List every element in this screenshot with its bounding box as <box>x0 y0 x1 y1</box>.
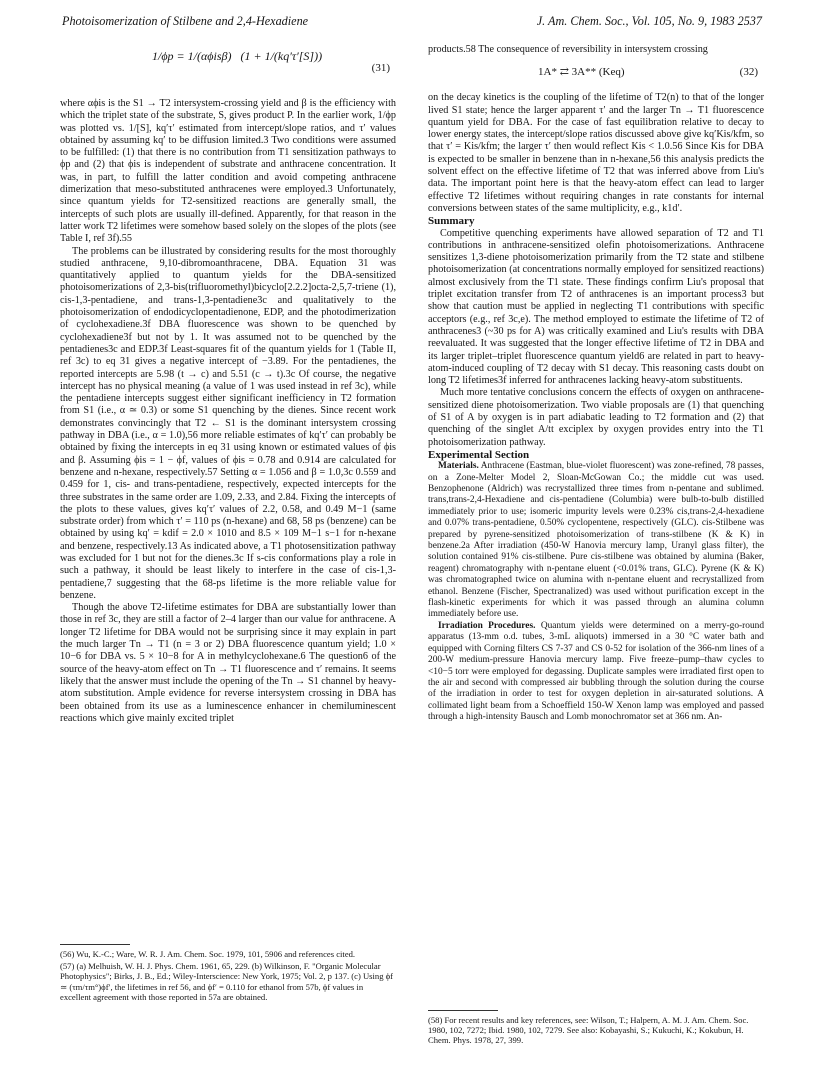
footnote-rule <box>428 1010 498 1011</box>
irradiation-label: Irradiation Procedures. <box>438 620 536 631</box>
footnotes-left <box>60 934 396 1004</box>
right-column <box>428 44 764 724</box>
materials-text: Anthracene (Eastman, blue-violet fluorescent) was zone-refined, 78 passes, on a Zone-Melter Model 2, Sloan-McGowan Co.; the middle cut was used. Benzophenone (Aldrich) was recrystallized three times from n-pentane and sublimed. trans,trans-2,4-Hexadiene and cis-pentadiene (Columbia) were bulb-to-bulb distilled immediately prior to use; isomeric impurity levels were 0.23% cis,trans-2,4-hexadiene and 0.07% trans-pentadiene, 0.50% cyclopentene, respectively (GLC). cis-Stilbene was prepared by pyrene-sensitized photoisomerization of trans-stilbene (K & K) in benzene.2a After irradiation (450-W Hanovia mercury lamp, Uranyl glass filter), the solution contained 91% cis-stilbene. Pure cis-stilbene was obtained by alumina (Baker, reagent) chromatography with n-pentane eluent (<0.01% trans, GLC). Pyrene (K & K) was chromatographed twice on alumina with n-pentane eluent and recrystallized from ethanol. Benzene (Fischer, Spectranalized) was used without purification except in the flash-kinetic experiments for which it was passed through an alumina column immediately before use. <box>428 461 765 620</box>
body-paragraph: where αϕis is the S1 → T2 intersystem-crossing yield and β is the efficiency with which the triplet state of the substrate, S, gives product P. In the earlier work, 1/ϕp was plotted vs. 1/[S], kq′τ′ estimated from intercept/slope ratios, and τ′ values obtained by assuming kq′ to be diffusion limited.3 Two conditions were assumed to be fulfilled: (1) that there is no contribution from T1 sensitization pathways to ϕp and (2) that ϕis is independent of substrate and anthracene concentration. It was, in part, to fulfill the latter condition and avoid competing anthracene dimerization that meso-substituted anthracenes were employed.3 Unfortunately, since quantum yields for T2-sensitized reactions are generally small, the intercepts of such plots are usually ill-defined. Apparently, for that reason in the latter work T2 lifetimes were somehow based solely on the slopes of the plots (see Table I, ref 3f).55 <box>60 98 396 245</box>
equation-32 <box>428 60 764 88</box>
journal-reference: J. Am. Chem. Soc., Vol. 105, No. 9, 1983 2537 <box>536 14 762 28</box>
footnote-rule <box>60 944 130 945</box>
footnotes-right <box>428 1000 764 1048</box>
materials-paragraph <box>428 461 764 621</box>
summary-heading: Summary <box>428 215 475 228</box>
experimental-heading: Experimental Section <box>428 448 530 461</box>
summary-paragraph: Much more tentative conclusions concern the effects of oxygen on anthracene-sensitized diene photoisomerization. Two viable proposals are (1) that quenching of S1 of A by oxygen is in part adiabatic leading to T2 formation and (2) that quenching of the singlet A/tt exciplex by oxygen provides entry into the T1 photoisomerization pathway. <box>428 387 764 448</box>
footnote-58: (58) For recent results and key references, see: Wilson, T.; Halpern, A. M. J. Am. Chem. Soc. 1980, 102, 7272; Ibid. 1980, 102, 7279. See also: Kobayashi, S.; Kukuchi, K.; Kokubun, H. Chem. Phys. 1978, 27, 399. <box>428 1015 749 1046</box>
body-paragraph: on the decay kinetics is the coupling of the lifetime of T2(n) to that of the longer lived S1 state; hence the larger apparent τ′ and the larger Tn → T1 fluorescence quantum yield for DBA. For the case of fast equilibration relative to decay to lower energy states, the intercept/slope ratios discussed above give kq′Kis/kfm, so that τ′ = Kis/kfm; the larger τ′ then would reflect Kis < 1.0.56 Since Kis for DBA is expected to be smaller in benzene than in n-hexane,56 this analysis predicts the solvent effect on the effective lifetime of T2 that was inferred above from Liu's data. The important point here is that the heavy-atom effect can lead to larger effective T2 lifetimes without requiring changes in rate constants for internal conversions between states of the same multiplicity, e.g., k1d′. <box>428 92 764 214</box>
equation-31 <box>60 46 396 92</box>
body-paragraph: The problems can be illustrated by considering results for the most thoroughly studied anthracene, 9,10-dibromoanthracene, DBA. Equation 31 was quantitatively applied to quantum yields for the DBA-sensitized photoisomerizations of 2,3-bis(trifluoromethyl)bicyclo[2.2.2]octa-2,5,7-triene (1), cis-1,3-pentadiene, and trans-1,3-pentadiene3c and qualitatively to the photoisomerization of endodicyclopentadienone, EDP, and the photodimerization of cyclohexadiene.3f DBA fluorescence was shown to be quenched by cyclohexadiene3f but not by 1. It was assumed not to be quenched by the pentadienes3c and EDP.3f Least-squares fit of the quantum yields for 1 (Table II, ref 3c) to eq 31 gives a negative intercept of −3.89. For the pentadienes, the reported intercepts are 5.98 (t → c) and 5.51 (c → t).3c Of course, the negative intercept has no physical meaning (a value of 1 was used instead in ref 3c), while the pentadiene intercepts suggest either significant inefficiency in T2 formation from S1 (i.e., α ≃ 0.3) or some S1 quenching by the dienes. Since recent work demonstrates convincingly that T2 ← S1 is the dominant intersystem crossing pathway in DBA (i.e., α = 1.0),56 more reliable estimates of kq′τ′ can probably be obtained by fixing the intercepts in eq 31 using known or estimated values of ϕis and β. Assuming ϕis = 1 − ϕf, values of ϕis = 0.78 and 0.914 are calculated for benzene and n-hexane, respectively.57 Setting α = 1.056 and β = 1.0,3c 0.559 and 0.459 for 1, cis- and trans-pentadiene, respectively, expected intercepts for the three substrates in the same order are 1.09, 2.33, and 2.84. Fixing the intercepts of the plots to these values, gives kq′τ′ values of 2.2, 0.58, and 0.49 M−1 (same substrate order) from which τ′ = 110 ps (n-hexane) and 68, 58 ps (benzene) can be obtained by using kq′ = kdif = 2.0 × 1010 and 8.5 × 109 M−1 s−1 for n-hexane and benzene, respectively.13 As indicated above, a T1 photosensitization pathway was excluded for 1 but not for the dienes.3c If s-cis conformations play a role in such a pathway, it should be least likely to interfere in the case of cis-1,3-pentadiene,7 suggesting that the 68-ps lifetime is the more reliable value for benzene. <box>60 245 396 601</box>
equation-32-body: 1A* ⇄ 3A** (Keq) <box>538 66 625 79</box>
running-header <box>62 14 762 32</box>
body-paragraph: products.58 The consequence of reversibility in intersystem crossing <box>428 44 708 55</box>
equation-31-lhs: 1/ϕp = 1/(αϕisβ) <box>152 49 232 63</box>
equation-32-number: (32) <box>739 66 758 79</box>
equation-31-number: (31) <box>371 62 390 74</box>
left-column <box>60 44 396 725</box>
body-paragraph: Though the above T2-lifetime estimates for DBA are substantially lower than those in ref 3c, they are still a factor of 2–4 larger than our value for anthracene. A longer T2 lifetime for DBA would not be surprising since it may explain in part the much larger Tn → T1 (n = 3 or 2) DBA fluorescence quantum yield; 1.0 × 10−6 for DBA vs. 5 × 10−8 for A in methylcyclohexane.6 The question6 of the source of the heavy-atom effect on Tn → T1 fluorescence and τ′ remains. It seems likely that the answer must include the opening of the Tn → S1 channel by heavy-atom substitution. Ample evidence for reverse intersystem crossing in DBA has been obtained from its use as a luminescence enhancer in chemiluminescent reactions which give mainly excited triplet <box>60 602 396 724</box>
materials-label: Materials. <box>438 461 479 472</box>
irradiation-text: Quantum yields were determined on a merry-go-round apparatus (13-mm o.d. tubes, 3-mL aliquots) immersed in a 30 °C water bath and equipped with Corning filters CS 7-37 and CS 0-52 for isolation of the 366-nm lines of a 200-W medium-pressure Hanovia mercury lamp. Five freeze–pump–thaw cycles to <10−5 torr were employed for degassing. Duplicate samples were irradiated first open to the air and second with compressed air bubbling through the solution during the course of the irradiation in order to test for oxygen depletion in air-saturated solutions. A collimated light beam from a Schoeffield 150-W Xenon lamp was employed and passed through a high-intensity Bausch and Lomb monochromator set at 366 nm. An- <box>428 620 765 723</box>
equation-31-rhs: (1 + 1/(kq′τ′[S])) <box>240 49 323 63</box>
experimental-section <box>428 461 764 723</box>
running-title: Photoisomerization of Stilbene and 2,4-Hexadiene <box>62 14 309 28</box>
irradiation-paragraph <box>428 621 764 724</box>
footnote-57: (57) (a) Melhuish, W. H. J. Phys. Chem. 1961, 65, 229. (b) Wilkinson, F. "Organic Molecular Photophysics"; Birks, J. B., Ed.; Wiley-Interscience: New York, 1975; Vol. 2, p 137. (c) Using ϕf ≃ (τm/τm°)ϕf′, the lifetimes in ref 56, and ϕf′ = 0.110 for ethanol from 57b, ϕf values in excellent agreement with those reported in 57a are obtained. <box>60 961 394 1002</box>
footnote-56: (56) Wu, K.-C.; Ware, W. R. J. Am. Chem. Soc. 1979, 101, 5906 and references cited. <box>60 949 356 959</box>
summary-paragraph: Competitive quenching experiments have allowed separation of T2 and T1 contributions in anthracene-sensitized olefin photoisomerizations. Anthracene sensitizes 1,3-diene photoisomerization primarily from the T2 state and stilbene photoisomerization (at concentrations normally employed for sensitized reactions) almost exclusively from the T1 state. These findings confirm Liu's proposal that triplet excitation transfer from T2 of anthracenes is an important process3 but show that caution must be applied in neglecting T1 contributions with specific acceptors (e.g., ref 3c,e). The method employed to estimate the lifetime of T2 of anthracenes3 (~30 ps for A) was critically examined and Liu's results with DBA reevaluated. It was suggested that the longer effective lifetime of T2 in DBA and its larger triplet–triplet fluorescence quantum yield6 are related in part to heavy-atom-induced coupling of T2 decay with S1 decay. This reasoning casts doubt on long T2 lifetimes3f inferred for anthracenes lacking heavy-atom substituents. <box>428 227 764 387</box>
